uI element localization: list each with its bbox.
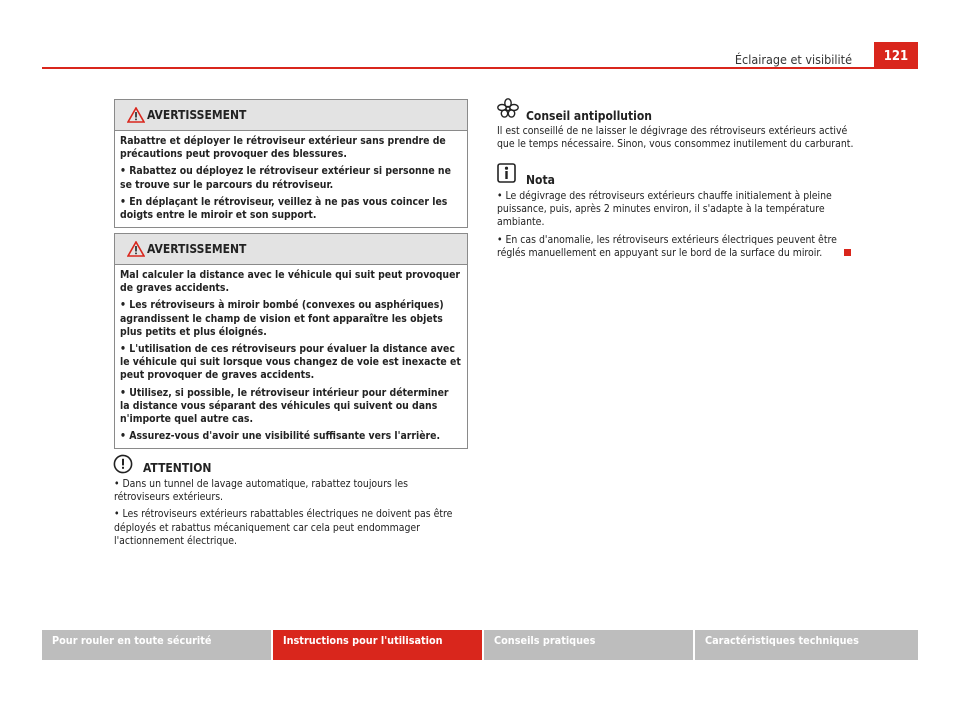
attention-title: ATTENTION — [143, 461, 212, 475]
warning-box — [114, 233, 468, 449]
note-bullet: • En cas d'anomalie, les rétroviseurs extérieurs électriques peuvent être réglés manuellement en appuyant sur le bord de la surface du miroir. — [497, 234, 837, 259]
warning-title: AVERTISSEMENT — [147, 108, 247, 122]
attention-icon — [113, 454, 133, 474]
note-bullet: • Le dégivrage des rétroviseurs extérieurs chauffe initialement à pleine puissance, puis, après 2 minutes environ, il s'adapte à la température ambiante. — [497, 190, 857, 230]
footer-tab-caracteristiques[interactable]: Caractéristiques techniques — [695, 630, 918, 660]
warning-header — [115, 100, 467, 131]
warning-body — [115, 131, 467, 227]
attention-bullet: • Dans un tunnel de lavage automatique, rabattez toujours les rétroviseurs extérieurs. — [114, 478, 466, 504]
warning-box — [114, 99, 468, 228]
warning-bullet: • Les rétroviseurs à miroir bombé (convexes ou asphériques) agrandissent le champ de vision et font apparaître les objets plus petits et plus éloignés. — [120, 299, 461, 339]
eco-flower-icon — [497, 98, 519, 118]
warning-title: AVERTISSEMENT — [147, 242, 247, 256]
running-header-title: Éclairage et visibilité — [734, 52, 852, 67]
warning-bullet: • Assurez-vous d'avoir une visibilité suffisante vers l'arrière. — [120, 430, 461, 443]
note-bullet-with-end — [497, 234, 857, 260]
warning-intro: Mal calculer la distance avec le véhicule qui suit peut provoquer de graves accidents. — [120, 269, 461, 295]
attention-bullet: • Les rétroviseurs extérieurs rabattables électriques ne doivent pas être déployés et rabattus mécaniquement car cela peut endommager l'actionnement électrique. — [114, 508, 466, 548]
warning-bullet: • Rabattez ou déployez le rétroviseur extérieur si personne ne se trouve sur le parcours du rétroviseur. — [120, 165, 461, 191]
warning-bullet: • L'utilisation de ces rétroviseurs pour évaluer la distance avec le véhicule qui suit lorsque vous changez de voie est inexacte et peut provoquer de graves accidents. — [120, 343, 461, 383]
warning-triangle-icon — [127, 107, 145, 123]
footer-tab-utilisation[interactable]: Instructions pour l'utilisation — [273, 630, 482, 660]
note-body — [497, 190, 857, 264]
warning-body — [115, 265, 467, 448]
eco-text: Il est conseillé de ne laisser le dégivrage des rétroviseurs extérieurs activé que le temps nécessaire. Sinon, vous consommez inutilement du carburant. — [497, 125, 854, 151]
footer-tab-securite[interactable]: Pour rouler en toute sécurité — [42, 630, 271, 660]
attention-body — [114, 478, 466, 552]
header-rule — [42, 67, 918, 69]
note-title: Nota — [526, 173, 555, 187]
eco-title: Conseil antipollution — [526, 109, 652, 123]
section-end-marker — [844, 249, 851, 256]
warning-triangle-icon — [127, 241, 145, 257]
warning-header — [115, 234, 467, 265]
footer-tab-conseils[interactable]: Conseils pratiques — [484, 630, 693, 660]
warning-bullet: • Utilisez, si possible, le rétroviseur intérieur pour déterminer la distance vous séparant des véhicules qui suivent ou dans n'importe quel autre cas. — [120, 387, 461, 427]
page-number: 121 — [874, 42, 918, 68]
warning-bullet: • En déplaçant le rétroviseur, veillez à ne pas vous coincer les doigts entre le miroir et son support. — [120, 196, 461, 222]
warning-intro: Rabattre et déployer le rétroviseur extérieur sans prendre de précautions peut provoquer des blessures. — [120, 135, 446, 161]
info-icon — [497, 163, 516, 183]
